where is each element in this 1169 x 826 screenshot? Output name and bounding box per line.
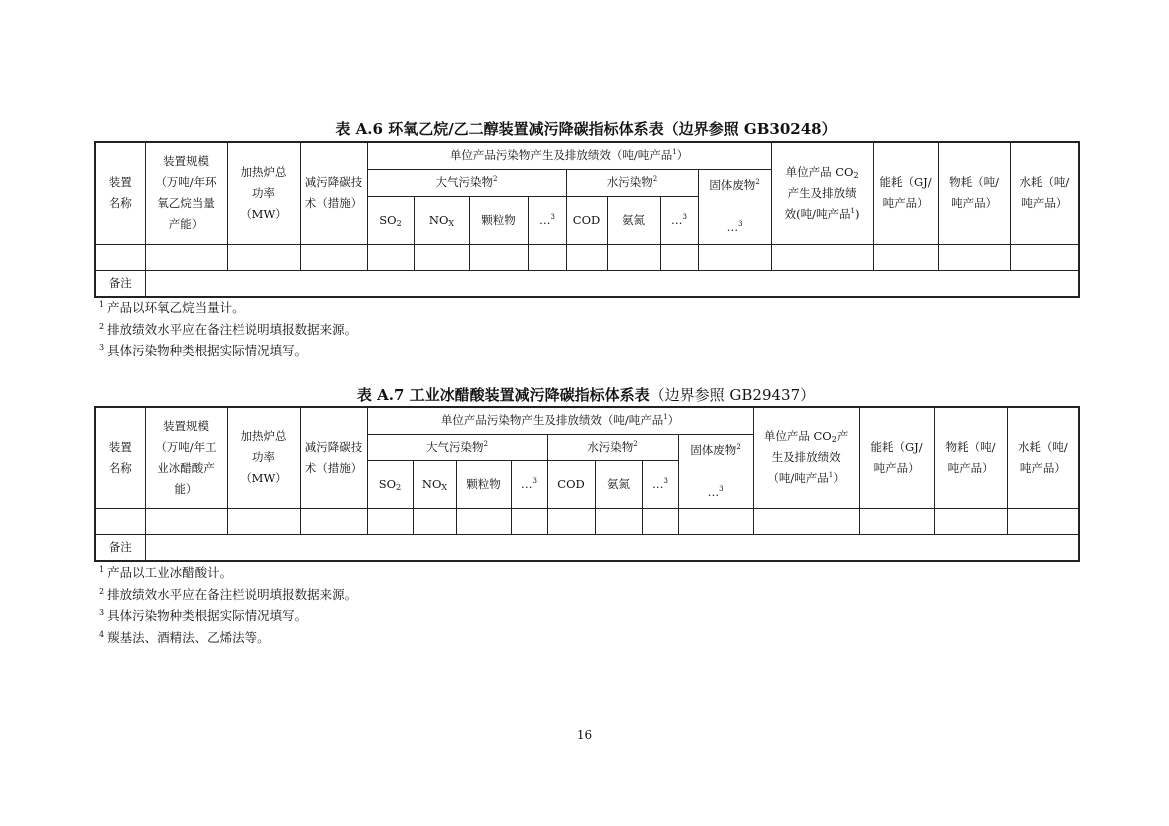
header-scale: 装置规模 （万吨/年环 氧乙烷当量 产能） — [145, 142, 227, 244]
header-so2: $SO_2$ — [367, 460, 413, 508]
header-device-name: 装置 名称 — [95, 407, 145, 508]
header-ammonia: 氨氮 — [607, 196, 660, 244]
header-pollutant-performance: 单位产品污染物产生及排放绩效（吨/吨产品$^1$） — [367, 142, 771, 169]
remark-label: 备注 — [95, 534, 145, 561]
caption-prefix: 表 A.7 — [356, 386, 405, 404]
footnote: $^4$ 羰基法、酒精法、乙烯法等。 — [99, 629, 270, 645]
header-nox: $NO_X$ — [414, 196, 469, 244]
header-furnace-power: 加热炉总 功率 （MW） — [227, 142, 300, 244]
footnote: $^2$ 排放绩效水平应在备注栏说明填报数据来源。 — [99, 321, 358, 337]
table-caption — [94, 386, 1078, 404]
header-energy-use: 能耗（GJ/ 吨产品） — [859, 407, 934, 508]
header-water-other: …$^3$ — [660, 196, 698, 244]
caption-prefix: 表 A.6 — [335, 120, 383, 138]
caption-bracket: （边界参照 GB29437） — [649, 386, 816, 404]
footnote: $^2$ 排放绩效水平应在备注栏说明填报数据来源。 — [99, 586, 358, 602]
remark-cell — [145, 270, 1079, 297]
footnotes — [99, 297, 357, 362]
footnote: $^3$ 具体污染物种类根据实际情况填写。 — [99, 608, 308, 623]
header-device-name: 装置 名称 — [95, 142, 145, 244]
remark-row — [95, 534, 1079, 561]
caption-text: 环氧乙烷/乙二醇装置减污降碳指标体系表 — [388, 120, 664, 138]
header-cod: COD — [547, 460, 595, 508]
table-row — [95, 244, 1079, 270]
header-particulate: 颗粒物 — [456, 460, 511, 508]
remark-row — [95, 270, 1079, 297]
footnote: $^1$ 产品以工业冰醋酸计。 — [99, 565, 233, 580]
header-air-pollutants: 大气污染物$^2$ — [367, 434, 547, 460]
table-caption — [94, 120, 1078, 138]
header-furnace-power: 加热炉总 功率 （MW） — [227, 407, 300, 508]
header-particulate: 颗粒物 — [469, 196, 528, 244]
header-co2-performance: 单位产品 $CO_2$产 生及排放绩效 （吨/吨产品$^1$） — [753, 407, 859, 508]
header-air-other: …$^3$ — [511, 460, 547, 508]
header-water-use: 水耗（吨/ 吨产品） — [1010, 142, 1079, 244]
indicator-table — [94, 406, 1080, 562]
header-water-pollutants: 水污染物$^2$ — [566, 169, 698, 196]
header-scale: 装置规模 （万吨/年工 业冰醋酸产 能） — [145, 407, 227, 508]
caption-text: 工业冰醋酸装置减污降碳指标体系表 — [409, 386, 650, 404]
header-air-other: …$^3$ — [528, 196, 566, 244]
header-material-use: 物耗（吨/ 吨产品） — [934, 407, 1007, 508]
header-reduction-tech: 减污降碳技 术（措施） — [300, 407, 367, 508]
header-ammonia: 氨氮 — [595, 460, 642, 508]
header-water-use: 水耗（吨/ 吨产品） — [1007, 407, 1079, 508]
header-co2-performance: 单位产品 $CO_2$ 产生及排放绩 效(吨/吨产品$^1$) — [771, 142, 873, 244]
header-solid-waste: 固体废物$^2$ …$^3$ — [678, 434, 753, 508]
remark-cell — [145, 534, 1079, 561]
header-water-other: …$^3$ — [642, 460, 678, 508]
header-solid-waste: 固体废物$^2$ …$^3$ — [698, 169, 771, 244]
header-cod: COD — [566, 196, 607, 244]
table-row — [95, 508, 1079, 534]
footnote: $^1$ 产品以环氧乙烷当量计。 — [99, 300, 245, 315]
indicator-table — [94, 141, 1080, 298]
remark-label: 备注 — [95, 270, 145, 297]
header-air-pollutants: 大气污染物$^2$ — [367, 169, 566, 196]
page-number: 16 — [576, 728, 593, 742]
header-nox: $NO_X$ — [413, 460, 456, 508]
header-reduction-tech: 减污降碳技 术（措施） — [300, 142, 367, 244]
header-energy-use: 能耗（GJ/ 吨产品） — [873, 142, 938, 244]
caption-bracket: （边界参照 GB30248） — [663, 120, 837, 138]
footnotes — [99, 562, 357, 648]
header-material-use: 物耗（吨/ 吨产品） — [938, 142, 1010, 244]
footnote: $^3$ 具体污染物种类根据实际情况填写。 — [99, 343, 308, 358]
header-so2: $SO_2$ — [367, 196, 414, 244]
header-water-pollutants: 水污染物$^2$ — [547, 434, 678, 460]
header-pollutant-performance: 单位产品污染物产生及排放绩效（吨/吨产品$^1$） — [367, 407, 753, 434]
